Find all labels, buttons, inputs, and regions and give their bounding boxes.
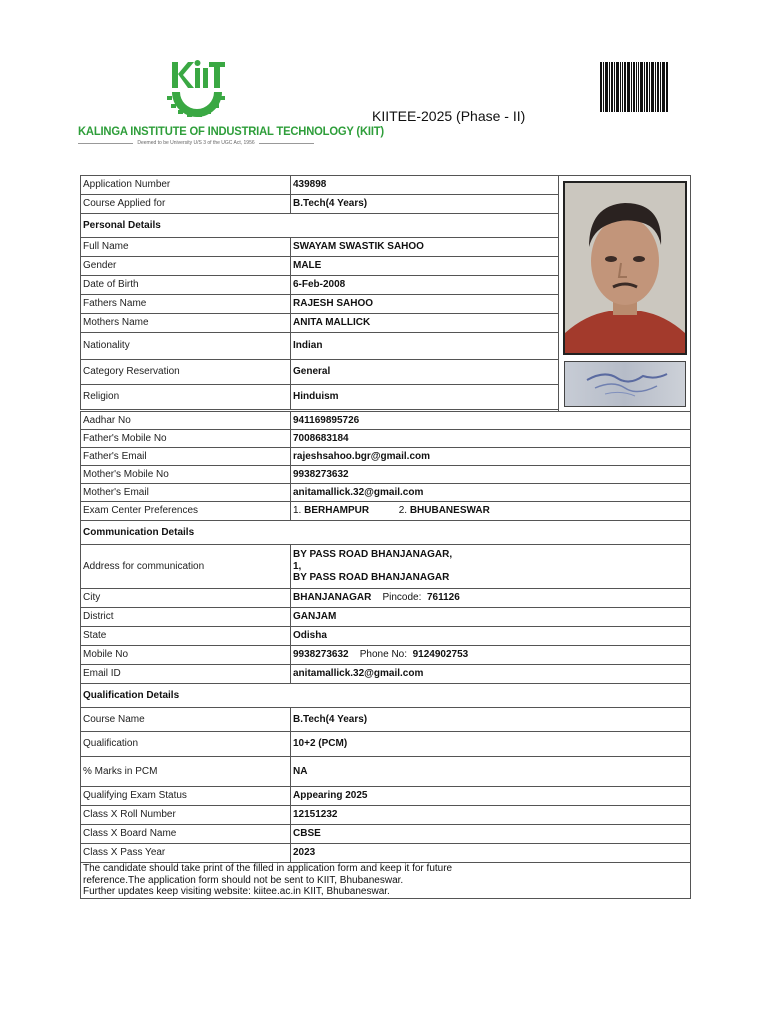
value-father-mobile: 7008683184: [291, 430, 691, 448]
label-full-name: Full Name: [81, 238, 291, 257]
label-nationality: Nationality: [81, 333, 291, 360]
label-mother-mobile: Mother's Mobile No: [81, 466, 291, 484]
value-class-x-year: 2023: [291, 844, 691, 863]
value-address: [291, 545, 691, 589]
pref2-center: BHUBANESWAR: [409, 505, 490, 517]
institute-name: KALINGA INSTITUTE OF INDUSTRIAL TECHNOLOGY (KIIT): [78, 124, 384, 138]
value-class-x-roll: 12151232: [291, 806, 691, 825]
value-email: anitamallick.32@gmail.com: [291, 665, 691, 684]
label-dob: Date of Birth: [81, 276, 291, 295]
label-father-email: Father's Email: [81, 448, 291, 466]
value-religion: Hinduism: [291, 385, 559, 410]
row-district: [81, 608, 691, 627]
value-class-x-board: CBSE: [291, 825, 691, 844]
label-email: Email ID: [81, 665, 291, 684]
row-mother-mobile: [81, 466, 691, 484]
address-line-2: 1,: [293, 560, 302, 572]
label-course-name: Course Name: [81, 708, 291, 732]
section-title-communication: Communication Details: [81, 521, 691, 545]
value-fathers-name: RAJESH SAHOO: [291, 295, 559, 314]
label-class-x-board: Class X Board Name: [81, 825, 291, 844]
value-gender: MALE: [291, 257, 559, 276]
section-title-personal: Personal Details: [81, 214, 559, 238]
city-name: BHANJANAGAR: [293, 592, 372, 604]
row-mother-email: [81, 484, 691, 502]
value-application-number: 439898: [291, 176, 559, 195]
row-class-x-year: [81, 844, 691, 863]
signature-icon: [565, 362, 685, 406]
row-exam-status: [81, 787, 691, 806]
mobile-number: 9938273632: [293, 649, 349, 661]
value-mothers-name: ANITA MALLICK: [291, 314, 559, 333]
address-line-1: BY PASS ROAD BHANJANAGAR,: [293, 549, 453, 561]
label-father-mobile: Father's Mobile No: [81, 430, 291, 448]
value-city: [291, 589, 691, 608]
label-exam-center: Exam Center Preferences: [81, 502, 291, 521]
label-course-applied: Course Applied for: [81, 195, 291, 214]
label-exam-status: Qualifying Exam Status: [81, 787, 291, 806]
photo-signature-cell: [559, 176, 691, 412]
label-application-number: Application Number: [81, 176, 291, 195]
value-full-name: SWAYAM SWASTIK SAHOO: [291, 238, 559, 257]
label-address: Address for communication: [81, 545, 291, 589]
label-city: City: [81, 589, 291, 608]
value-district: GANJAM: [291, 608, 691, 627]
label-fathers-name: Fathers Name: [81, 295, 291, 314]
exam-title: KIITEE-2025 (Phase - II): [372, 108, 526, 124]
row-email: [81, 665, 691, 684]
notice-line-1: The candidate should take print of the filled in application form and keep it for future: [83, 863, 453, 874]
row-marks-pcm: [81, 757, 691, 787]
label-district: District: [81, 608, 291, 627]
row-father-mobile: [81, 430, 691, 448]
value-exam-status: Appearing 2025: [291, 787, 691, 806]
kiit-logo-icon: [164, 58, 230, 118]
label-marks-pcm: % Marks in PCM: [81, 757, 291, 787]
row-class-x-board: [81, 825, 691, 844]
row-address: [81, 545, 691, 589]
row-aadhar: [81, 412, 691, 430]
label-mothers-name: Mothers Name: [81, 314, 291, 333]
label-religion: Religion: [81, 385, 291, 410]
label-class-x-year: Class X Pass Year: [81, 844, 291, 863]
row-mobile: [81, 646, 691, 665]
institute-subtitle: Deemed to be University U/S 3 of the UGC Act, 1956: [78, 140, 314, 146]
application-form-table: [80, 175, 691, 899]
label-mobile: Mobile No: [81, 646, 291, 665]
value-mobile: [291, 646, 691, 665]
row-city: [81, 589, 691, 608]
phone-number: 9124902753: [412, 649, 469, 661]
pref1-number: 1.: [293, 505, 302, 517]
address-line-3: BY PASS ROAD BHANJANAGAR: [293, 572, 450, 584]
label-qualification: Qualification: [81, 732, 291, 757]
pincode-value: 761126: [426, 592, 460, 604]
value-course-applied: B.Tech(4 Years): [291, 195, 559, 214]
section-qualification-details: [81, 684, 691, 708]
row-exam-center: [81, 502, 691, 521]
section-communication-details: [81, 521, 691, 545]
row-state: [81, 627, 691, 646]
pref2-number: 2.: [398, 505, 408, 517]
person-photo-icon: [565, 183, 685, 353]
label-aadhar: Aadhar No: [81, 412, 291, 430]
value-mother-email: anitamallick.32@gmail.com: [291, 484, 691, 502]
phone-label: Phone No:: [359, 649, 408, 661]
barcode-icon: [600, 62, 668, 112]
notice-text: [81, 863, 691, 899]
value-nationality: Indian: [291, 333, 559, 360]
label-mother-email: Mother's Email: [81, 484, 291, 502]
value-category: General: [291, 360, 559, 385]
notice-line-2: reference.The application form should not be sent to KIIT, Bhubaneswar.: [83, 874, 404, 886]
row-notice: [81, 863, 691, 899]
value-father-email: rajeshsahoo.bgr@gmail.com: [291, 448, 691, 466]
pincode-label: Pincode:: [382, 592, 422, 604]
row-class-x-roll: [81, 806, 691, 825]
value-dob: 6-Feb-2008: [291, 276, 559, 295]
row-qualification: [81, 732, 691, 757]
label-state: State: [81, 627, 291, 646]
pref1-center: BERHAMPUR: [304, 505, 370, 517]
institute-logo: [78, 58, 384, 152]
candidate-signature: [564, 361, 686, 407]
value-state: Odisha: [291, 627, 691, 646]
row-application-number: [81, 176, 691, 195]
value-exam-center: [291, 502, 691, 521]
section-title-qualification: Qualification Details: [81, 684, 691, 708]
value-marks-pcm: NA: [291, 757, 691, 787]
notice-line-3: Further updates keep visiting website: kiitee.ac.in KIIT, Bhubaneswar.: [83, 886, 390, 897]
value-course-name: B.Tech(4 Years): [291, 708, 691, 732]
value-qualification: 10+2 (PCM): [291, 732, 691, 757]
label-class-x-roll: Class X Roll Number: [81, 806, 291, 825]
value-mother-mobile: 9938273632: [291, 466, 691, 484]
label-category: Category Reservation: [81, 360, 291, 385]
candidate-photo: [563, 181, 687, 355]
value-aadhar: 941169895726: [291, 412, 691, 430]
row-course-name: [81, 708, 691, 732]
row-father-email: [81, 448, 691, 466]
label-gender: Gender: [81, 257, 291, 276]
